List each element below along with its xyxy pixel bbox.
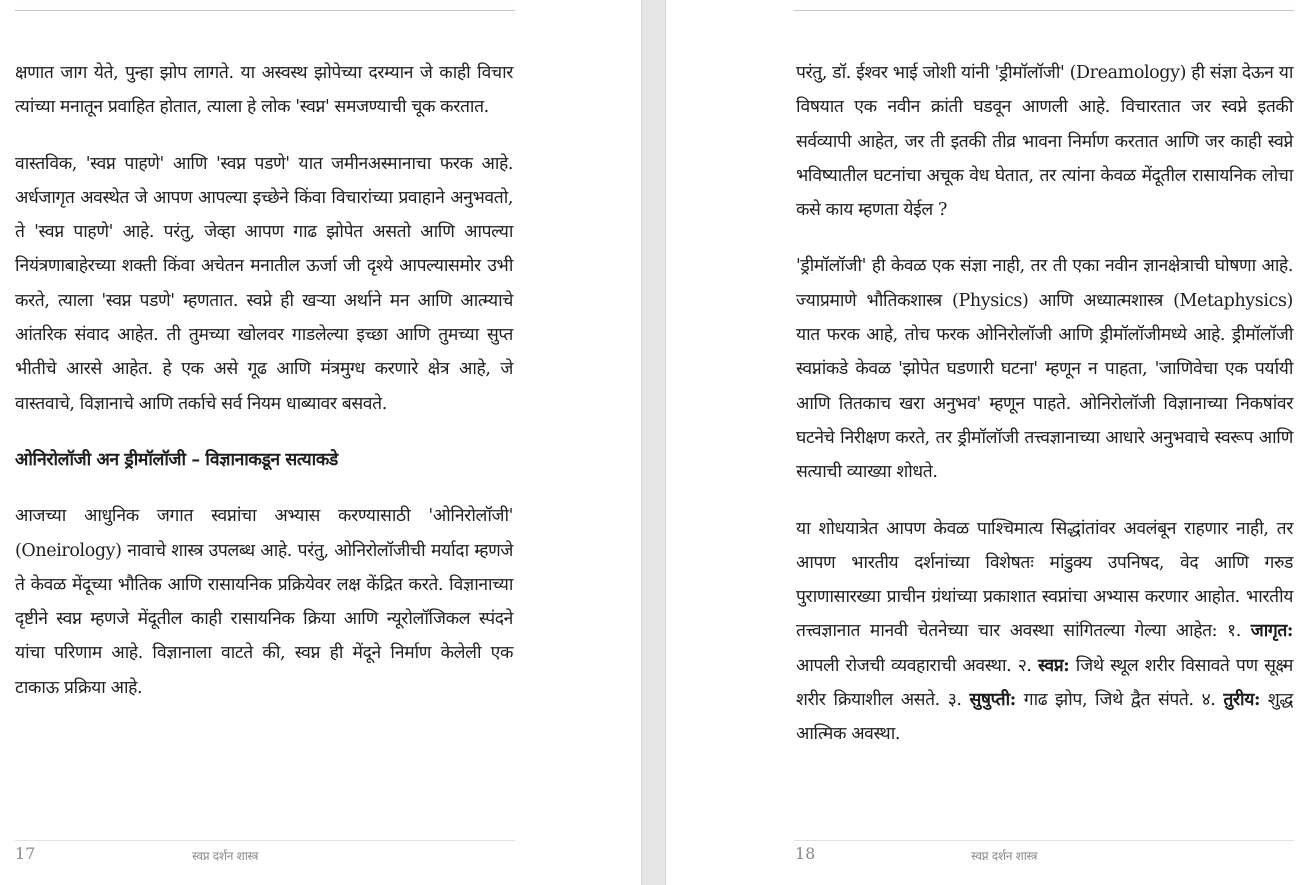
paragraph-seeing-vs-having-dreams: वास्तविक, 'स्वप्न पाहणे' आणि 'स्वप्न पडणे' यात जमीनअस्मानाचा फरक आहे. अर्धजागृत अवस्थेत जे आपण आपल्या इच्छेने किंवा विचारांच्या प्रवाहाने अनुभवतो, ते 'स्वप्न पाहणे' आहे. परंतु, जेव्हा आपण गाढ झोपेत असतो आणि आपल्या नियंत्रणाबाहेरच्या शक्ती किंवा अचेतन मनातील ऊर्जा जी दृश्ये आपल्यासमोर उभी करते, त्याला 'स्वप्न पडणे' म्हणतात. स्वप्ने ही खऱ्या अर्थाने मन आणि आत्म्याचे आंतरिक संवाद आहेत. ती तुमच्या खोलवर गाडलेल्या इच्छा आणि तुमच्या सुप्त भीतीचे आरसे आहेत. हे एक असे गूढ आणि मंत्रमुग्ध करणारे क्षेत्र आहे, जे वास्तवाचे, विज्ञानाचे आणि तर्काचे सर्व नियम धाब्यावर बसवते.: [15, 153, 513, 414]
state-4-number: ४.: [1201, 690, 1224, 711]
page-content: [796, 56, 1293, 774]
footer-rule: [794, 840, 1294, 841]
page-17: [0, 0, 641, 885]
running-footer-title: स्वप्न दर्शन शास्त्र: [971, 849, 1038, 863]
paragraph-restless-sleep: क्षणात जाग येते, पुन्हा झोप लागते. या अस्वस्थ झोपेच्या दरम्यान जे काही विचार त्यांच्या मनातून प्रवाहित होतात, त्याला हे लोक 'स्वप्न' समजण्याची चूक करतात.: [15, 63, 513, 118]
paragraph-oneirology: आजच्या आधुनिक जगात स्वप्नांचा अभ्यास करण्यासाठी 'ओनिरोलॉजी' (Oneirology) नावाचे शास्त्र उपलब्ध आहे. परंतु, ओनिरोलॉजीची मर्यादा म्हणजे ते केवळ मेंदूच्या भौतिक आणि रासायनिक प्रक्रियेवर लक्ष केंद्रित करते. विज्ञानाच्या दृष्टीने स्वप्न म्हणजे मेंदूतील काही रासायनिक क्रिया आणि न्यूरोलॉजिकल स्पंदने यांचा परिणाम आहे. विज्ञानाला वाटते की, स्वप्न ही मेंदूने निर्माण केलेली एक टाकाऊ प्रक्रिया आहे.: [15, 506, 513, 698]
paragraph-dreamology-definition: 'ड्रीमॉलॉजी' ही केवळ एक संज्ञा नाही, तर ती एका नवीन ज्ञानक्षेत्राची घोषणा आहे. ज्याप्रमाणे भौतिकशास्त्र (Physics) आणि अध्यात्मशास्त्र (Metaphysics) यात फरक आहे, तोच फरक ओनिरोलॉजी आणि ड्रीमॉलॉजीमध्ये आहे. ड्रीमॉलॉजी स्वप्नांकडे केवळ 'झोपेत घडणारी घटना' म्हणून न पाहता, 'जाणिवेचा एक पर्यायी आणि तितकाच खरा अनुभव' म्हणून पाहते. ओनिरोलॉजी विज्ञानाच्या निकषांवर घटनेचे निरीक्षण करते, तर ड्रीमॉलॉजी तत्त्वज्ञानाच्या आधारे अनुभवाचे स्वरूप आणि सत्याची व्याख्या शोधते.: [796, 256, 1293, 483]
state-3-text: गाढ झोप, जिथे द्वैत संपते.: [1015, 690, 1202, 711]
state-2-number: २.: [1017, 655, 1038, 676]
state-4-text: शुद्ध आत्मिक अवस्था.: [796, 690, 1293, 745]
state-3-term: सुषुप्ती:: [969, 690, 1016, 711]
state-1-text: आपली रोजची व्यवहाराची अवस्था.: [796, 655, 1018, 676]
page-gutter: [641, 0, 666, 885]
state-4-term: तुरीय:: [1223, 690, 1261, 711]
state-3-number: ३.: [947, 690, 970, 711]
state-1-number: १.: [1227, 621, 1251, 642]
header-rule: [15, 10, 515, 11]
footer-rule: [15, 840, 515, 841]
state-1-term: जागृत:: [1250, 621, 1293, 642]
paragraph-four-states: [796, 512, 1293, 752]
section-heading: ओनिरोलॉजी अन ड्रीमॉलॉजी – विज्ञानाकडून सत्याकडे: [15, 449, 338, 470]
paragraph-dreamology-intro: परंतु, डॉ. ईश्वर भाई जोशी यांनी 'ड्रीमॉलॉजी' (Dreamology) ही संज्ञा देऊन या विषयात एक नवीन क्रांती घडवून आणली आहे. विचारतात जर स्वप्ने इतकी सर्वव्यापी आहेत, जर ती इतकी तीव्र भावना निर्माण करतात आणि जर काही स्वप्ने भविष्यातील घटनांचा अचूक वेध घेतात, तर त्यांना केवळ मेंदूतील रासायनिक लोचा कसे काय म्हणता येईल ?: [796, 63, 1293, 221]
four-states-intro: या शोधयात्रेत आपण केवळ पाश्चिमात्य सिद्धांतांवर अवलंबून राहणार नाही, तर आपण भारतीय दर्शनांच्या विशेषतः मांडुक्य उपनिषद, वेद आणि गरुड पुराणासारख्या प्राचीन ग्रंथांच्या प्रकाशात स्वप्नांचा अभ्यास करणार आहोत. भारतीय तत्त्वज्ञानात मानवी चेतनेच्या चार अवस्था सांगितल्या गेल्या आहेत:: [796, 518, 1293, 642]
running-footer-title: स्वप्न दर्शन शास्त्र: [192, 849, 259, 863]
state-2-text: जिथे स्थूल शरीर विसावते पण सूक्ष्म शरीर क्रियाशील असते.: [796, 655, 1293, 711]
page-content: [15, 56, 513, 727]
header-rule: [794, 10, 1294, 11]
page-number: 18: [795, 844, 816, 863]
state-2-term: स्वप्न:: [1037, 655, 1070, 676]
page-number: 17: [15, 844, 36, 863]
page-18: [666, 0, 1311, 885]
